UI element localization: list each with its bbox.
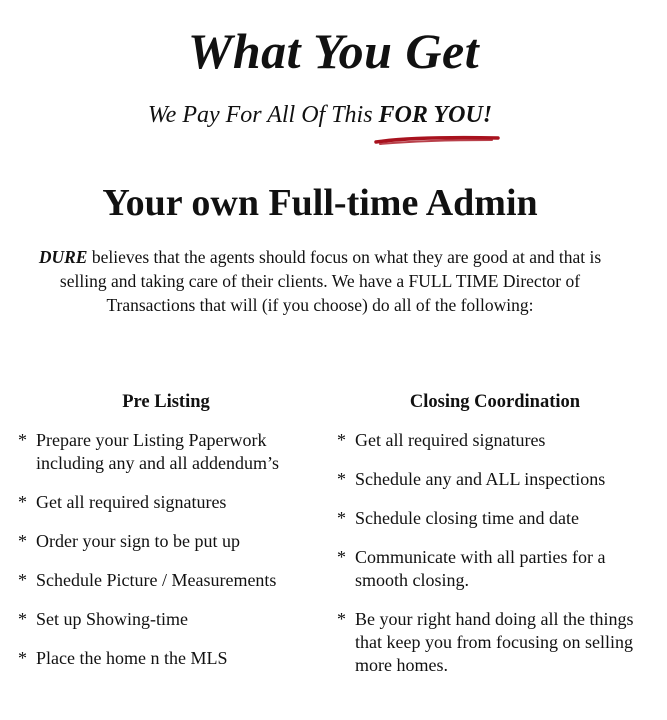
pre-listing-heading: Pre Listing [122, 392, 210, 412]
bullet-star: * [18, 570, 27, 590]
pre-listing-list [18, 429, 318, 670]
bullet-star: * [18, 609, 27, 629]
bullet-star: * [337, 547, 346, 567]
subtitle-emphasis: FOR YOU! [378, 102, 493, 128]
bullet-star: * [337, 430, 346, 450]
subtitle-prefix: We Pay For All Of This [147, 102, 379, 128]
bullet-star: * [337, 508, 346, 528]
bullet-star: * [18, 492, 27, 512]
bullet-star: * [18, 648, 27, 668]
brand-name: DURE [38, 247, 88, 267]
brush-underline [374, 133, 500, 147]
closing-heading: Closing Coordination [409, 392, 581, 412]
list-item: * Be your right hand doing all the things that keep you from focusing on selling more homes. [337, 609, 634, 675]
intro-text: believes that the agents should focus on what they are good at and that is selling and taking care of their clients. We have a FULL TIME Director of Transactions that will (if you choose) do all of the following: [59, 247, 602, 315]
list-item: * Place the home n the MLS [18, 648, 228, 668]
closing-column [337, 390, 657, 693]
bullet-star: * [337, 609, 346, 629]
page-title: What You Get [187, 23, 480, 79]
list-item: * Prepare your Listing Paperwork including any and all addendum’s [18, 430, 279, 473]
list-item: * Order your sign to be put up [18, 531, 240, 551]
admin-heading: Your own Full-time Admin [102, 182, 538, 224]
list-item: * Schedule closing time and date [337, 508, 579, 528]
list-item: * Schedule Picture / Measurements [18, 570, 277, 590]
pre-listing-column [18, 390, 318, 686]
list-item: * Communicate with all parties for a smooth closing. [337, 547, 606, 590]
list-item: * Set up Showing-time [18, 609, 188, 629]
intro-paragraph [30, 245, 610, 317]
closing-list [337, 429, 657, 677]
bullet-star: * [337, 469, 346, 489]
list-item: * Schedule any and ALL inspections [337, 469, 606, 489]
bullet-star: * [18, 430, 27, 450]
list-item: * Get all required signatures [337, 430, 546, 450]
bullet-star: * [18, 531, 27, 551]
subtitle [0, 100, 640, 130]
list-item: * Get all required signatures [18, 492, 227, 512]
